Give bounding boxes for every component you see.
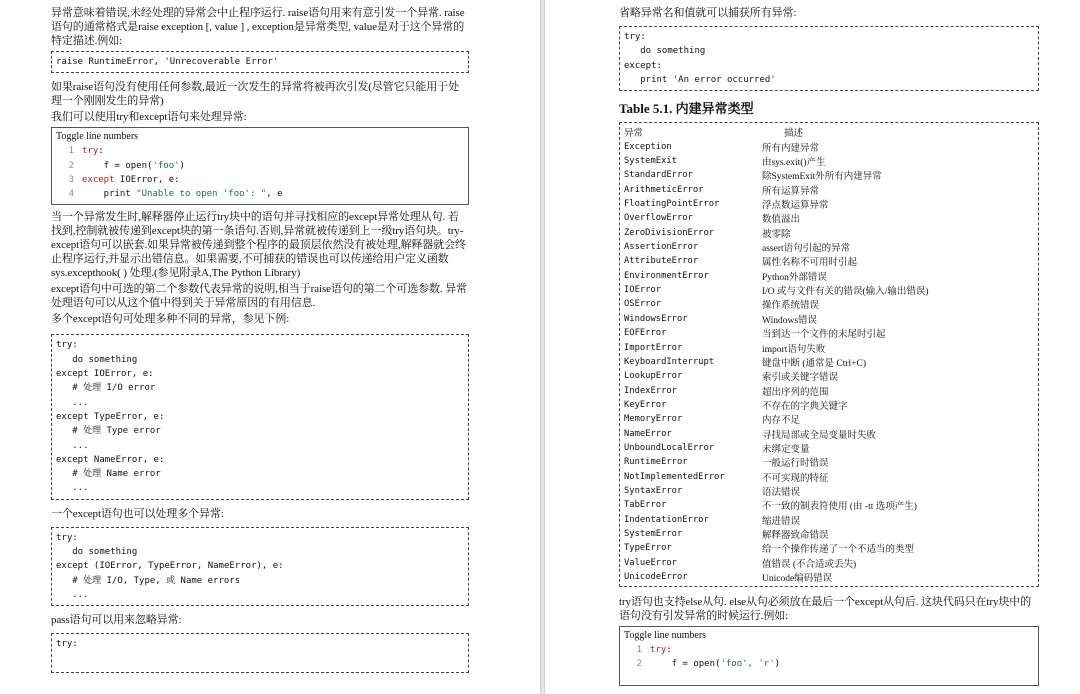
code-text: f = open(	[82, 160, 153, 171]
exception-description: Python外部错误	[762, 272, 827, 283]
right-page	[545, 0, 1080, 694]
line-number: 1	[68, 146, 74, 157]
code-text: )	[774, 659, 781, 670]
table-row	[624, 369, 1034, 383]
table-row	[624, 484, 1034, 498]
exception-description: 超出序列的范围	[762, 387, 829, 398]
exception-name: FloatingPointError	[624, 199, 720, 210]
paragraph: 当一个异常发生时,解释器停止运行try块中的语句并寻找相应的except异常处理从句. 若找到,控制就被传递到except块的第一条语句.否则,异常就被传递到上一级try语句块。try-except语句可以嵌套.如果异常被传递到整个程序的最顶层依然没有被处理,解释器就会终止程序运行,并显示出错信息。如果需要,不可捕获的错误也可以传递给用户定义函数 sys.excepthook( ) 处理.(参见附录A,The Python Library)	[51, 211, 466, 280]
exception-name: TabError	[624, 500, 667, 511]
code-line: except:	[624, 60, 662, 71]
exception-description: 由sys.exit()产生	[762, 158, 826, 169]
table-row	[624, 512, 1034, 526]
table-row	[624, 455, 1034, 469]
exception-description: 缩进错误	[762, 516, 801, 527]
code-line: try:	[624, 32, 646, 42]
table-row	[624, 498, 1034, 512]
table-row	[624, 383, 1034, 397]
exception-name: UnicodeError	[624, 572, 688, 583]
table-row	[624, 570, 1034, 584]
paragraph: try语句也支持else从句. else从句必须放在最后一个except从句后. 这块代码只在try块中的语句没有引发异常的时候运行.例如:	[619, 596, 1032, 623]
line-number: 4	[68, 189, 74, 200]
right-column	[619, 6, 1039, 691]
code-line: try:	[56, 340, 78, 351]
exception-name: IOError	[624, 285, 662, 296]
exception-name: Exception	[624, 141, 672, 152]
code-block-catch-all	[619, 26, 1039, 91]
exception-name: EnvironmentError	[624, 270, 709, 281]
string-literal: 'foo', 'r'	[720, 659, 775, 670]
left-column	[51, 6, 469, 680]
exception-description: assert语句引起的异常	[762, 244, 851, 255]
table-row	[624, 226, 1034, 240]
exception-description: 解释器致命错误	[762, 530, 829, 541]
paragraph: pass语句可以用来忽略异常:	[51, 614, 182, 627]
table-row	[624, 197, 1034, 211]
table-header-row	[624, 125, 1034, 139]
exception-description: Unicode编码错误	[762, 574, 833, 585]
code-text: :	[98, 146, 104, 157]
code-line: # 处理 Name error	[56, 469, 161, 480]
code-line	[624, 643, 1034, 657]
code-line: except NameError, e:	[56, 454, 165, 465]
exception-description: 键盘中断 (通常是 Ctrl+C)	[762, 358, 867, 369]
table-row	[624, 426, 1034, 440]
exception-name: StandardError	[624, 170, 693, 181]
code-line	[56, 187, 464, 201]
string-literal: 'foo'	[152, 160, 180, 171]
line-number: 2	[636, 659, 642, 670]
keyword: try	[650, 645, 667, 656]
exception-description: 所有内建异常	[762, 143, 820, 154]
code-line: # 处理 I/O error	[56, 383, 156, 394]
exception-description: 值错误 (不合适或丢失)	[762, 559, 857, 570]
code-block-multiple-except	[51, 334, 469, 499]
code-line: do something	[56, 547, 138, 558]
exception-description: 当到达一个文件的末尾时引起	[762, 330, 886, 341]
exception-description: 不存在的字典关键字	[762, 401, 848, 412]
table-row	[624, 168, 1034, 182]
code-line	[56, 159, 464, 173]
paragraph: 省略异常名和值就可以捕获所有异常:	[619, 7, 797, 19]
exception-description: 给一个操作传递了一个不适当的类型	[762, 545, 915, 556]
code-line: except TypeError, e:	[56, 411, 165, 422]
table-body	[624, 140, 1034, 585]
exception-name: NotImplementedError	[624, 471, 725, 482]
builtin-exceptions-table	[619, 122, 1039, 587]
header-exception: 异常	[624, 129, 644, 140]
line-number: 1	[636, 645, 642, 656]
code-line	[624, 657, 1034, 671]
exception-description: 所有运算异常	[762, 186, 820, 197]
code-line: try:	[56, 532, 78, 543]
exception-description: 一般运行时错误	[762, 459, 829, 470]
code-block-pass	[51, 633, 469, 673]
header-description: 描述	[784, 129, 804, 140]
code-text: , e	[266, 189, 283, 200]
code-line	[56, 173, 464, 187]
exception-name: AssertionError	[624, 242, 699, 253]
exception-name: AttributeError	[624, 256, 699, 267]
table-row	[624, 441, 1034, 455]
table-row	[624, 469, 1034, 483]
exception-name: WindowsError	[624, 313, 688, 324]
code-line: ...	[56, 483, 89, 494]
exception-name: SyntaxError	[624, 485, 683, 496]
exception-name: KeyError	[624, 399, 667, 410]
code-block-raise	[51, 51, 469, 73]
table-row	[624, 240, 1034, 254]
table-row	[624, 398, 1034, 412]
code-block-tuple-except	[51, 527, 469, 606]
table-row	[624, 340, 1034, 354]
table-row	[624, 312, 1034, 326]
exception-name: OSError	[624, 299, 662, 310]
toggle-line-numbers-link[interactable]: Toggle line numbers	[56, 131, 139, 143]
line-number: 3	[68, 174, 74, 185]
table-row	[624, 355, 1034, 369]
code-text: IOError, e:	[114, 174, 180, 185]
code-line: raise RuntimeError, 'Unrecoverable Error'	[56, 57, 279, 67]
code-line: # 处理 I/O, Type, 或 Name errors	[56, 575, 241, 586]
numbered-code	[56, 144, 464, 201]
exception-name: LookupError	[624, 371, 683, 382]
code-line: ...	[56, 589, 89, 600]
exception-description: 浮点数运算异常	[762, 201, 829, 212]
code-line: try:	[56, 639, 78, 650]
table-row	[624, 283, 1034, 297]
code-line: print 'An error occurred'	[624, 74, 776, 85]
code-text: f = open(	[650, 659, 721, 670]
exception-description: 索引或关键字错误	[762, 373, 839, 384]
code-listing-try-else	[619, 626, 1039, 686]
table-row	[624, 183, 1034, 197]
exception-description: 属性名称不可用时引起	[762, 258, 858, 269]
exception-name: EOFError	[624, 328, 667, 339]
table-row	[624, 140, 1034, 154]
code-line: # 处理 Type error	[56, 426, 161, 437]
code-listing-try-except	[51, 127, 469, 205]
exception-name: IndentationError	[624, 514, 709, 525]
table-row	[624, 211, 1034, 225]
paragraph: 我们可以使用try和except语句来处理异常:	[51, 111, 247, 124]
exception-name: ArithmeticError	[624, 184, 704, 195]
table-row	[624, 254, 1034, 268]
exception-name: ImportError	[624, 342, 683, 353]
exception-description: 数值溢出	[762, 215, 801, 226]
exception-name: OverflowError	[624, 213, 693, 224]
keyword: try	[82, 146, 99, 157]
exception-description: I/O 或与文件有关的错误(输入/输出错误)	[762, 287, 929, 298]
code-line: except IOError, e:	[56, 369, 154, 380]
exception-name: NameError	[624, 428, 672, 439]
exception-description: 操作系统错误	[762, 301, 820, 312]
exception-name: MemoryError	[624, 414, 683, 425]
exception-name: RuntimeError	[624, 457, 688, 468]
code-line: do something	[624, 46, 706, 57]
table-row	[624, 527, 1034, 541]
exception-name: IndexError	[624, 385, 677, 396]
exception-description: 未绑定变量	[762, 444, 810, 455]
numbered-code	[624, 643, 1034, 672]
exception-description: 不一致的制表符使用 (由 -tt 选项产生)	[762, 502, 917, 513]
exception-name: SystemExit	[624, 156, 677, 167]
table-row	[624, 556, 1034, 570]
paragraph: 如果raise语句没有使用任何参数,最近一次发生的异常将被再次引发(尽管它只能用于处理一个刚刚发生的异常)	[51, 81, 459, 108]
paragraph: except语句中可选的第二个参数代表异常的说明,相当于raise语句的第二个可选参数. 异常处理语句可以从这个值中得到关于异常原因的有用信息.	[51, 283, 468, 310]
exception-description: 除SystemExit外所有内建异常	[762, 172, 882, 183]
code-text: print	[82, 189, 137, 200]
exception-name: SystemError	[624, 528, 683, 539]
line-number: 2	[68, 160, 74, 171]
code-line	[56, 144, 464, 158]
table-row	[624, 297, 1034, 311]
exception-description: import语句失败	[762, 344, 826, 355]
string-literal: "Unable to open 'foo': "	[136, 189, 267, 200]
exception-description: 被零除	[762, 229, 791, 240]
exception-description: 语法错误	[762, 487, 801, 498]
paragraph: 多个except语句可处理多种不同的异常，参见下例:	[51, 313, 290, 326]
code-text: )	[179, 160, 185, 171]
code-line: ...	[56, 440, 89, 451]
paragraph: 异常意味着错误,未经处理的异常会中止程序运行. raise语句用来有意引发一个异常. raise语句的通常格式是raise exception [, value ] , exception是异常类型, value是对于这个异常的特定描述.例如:	[51, 7, 465, 47]
table-row	[624, 154, 1034, 168]
exception-description: Windows错误	[762, 315, 818, 326]
code-line: ...	[56, 397, 89, 408]
table-row	[624, 269, 1034, 283]
exception-name: KeyboardInterrupt	[624, 356, 715, 367]
code-line: do something	[56, 354, 138, 365]
table-title: Table 5.1. 内建异常类型	[619, 101, 754, 117]
exception-name: ZeroDivisionError	[624, 227, 715, 238]
exception-description: 寻找局部或全局变量时失败	[762, 430, 877, 441]
paragraph: 一个except语句也可以处理多个异常:	[51, 507, 224, 520]
keyword: except	[82, 174, 115, 185]
table-row	[624, 326, 1034, 340]
code-line: except (IOError, TypeError, NameError), e:	[56, 561, 284, 572]
toggle-line-numbers-link[interactable]: Toggle line numbers	[624, 630, 707, 642]
exception-name: ValueError	[624, 557, 677, 568]
exception-name: TypeError	[624, 543, 672, 554]
code-text: :	[666, 645, 672, 656]
table-row	[624, 412, 1034, 426]
table-row	[624, 541, 1034, 555]
exception-name: UnboundLocalError	[624, 442, 715, 453]
exception-description: 内存不足	[762, 416, 801, 427]
exception-description: 不可实现的特征	[762, 473, 829, 484]
